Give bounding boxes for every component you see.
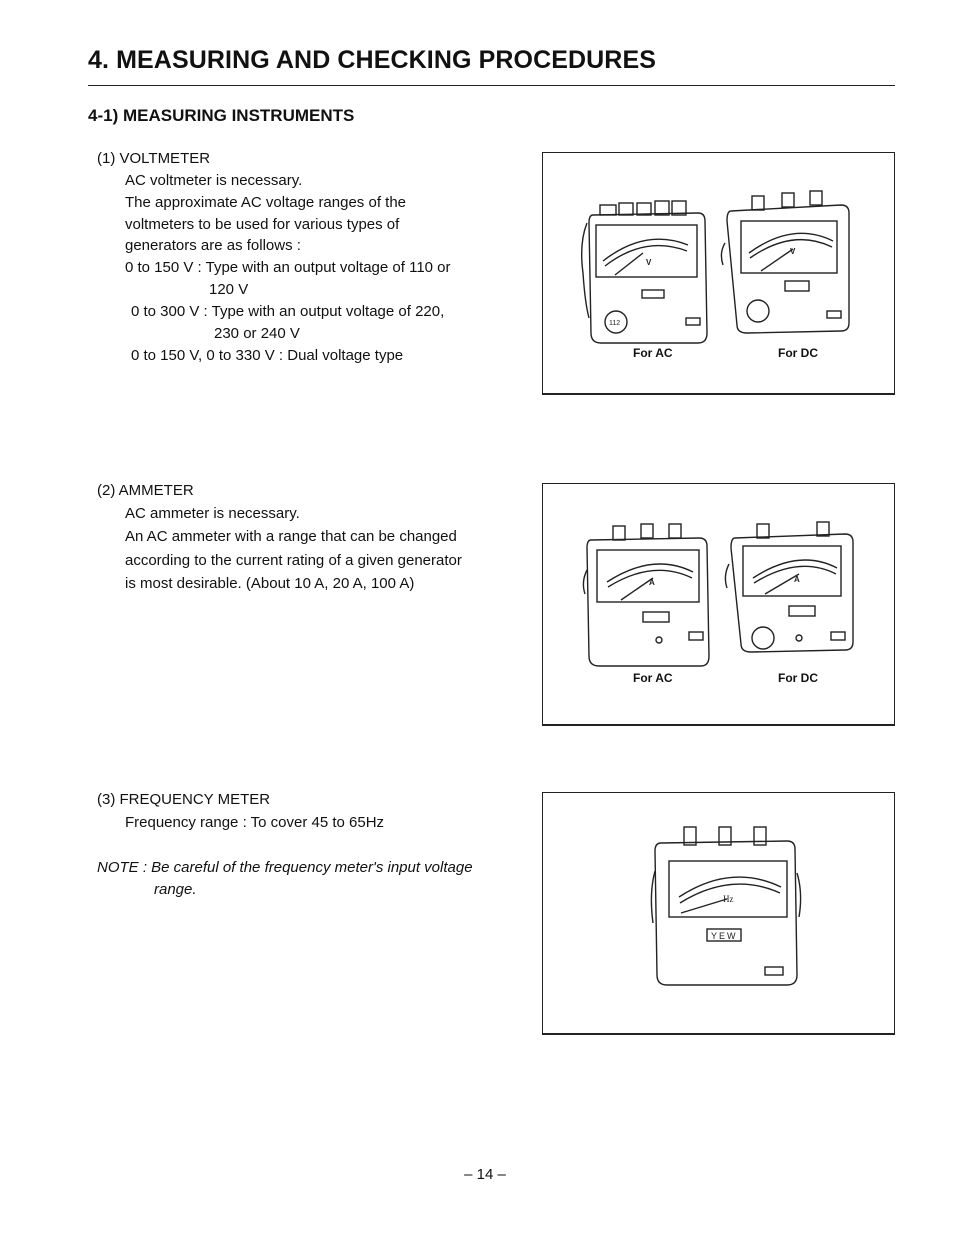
ac-ammeter-drawing <box>583 524 709 666</box>
caption-for-ac: For AC <box>633 346 673 360</box>
voltmeter-line: 0 to 150 V, 0 to 330 V : Dual voltage type <box>131 347 404 364</box>
voltmeter-line: 0 to 300 V : Type with an output voltage of 220, <box>131 303 445 320</box>
voltmeter-line: The approximate AC voltage ranges of the <box>125 194 407 211</box>
voltmeter-illustration <box>543 153 896 396</box>
ammeter-line: is most desirable. (About 10 A, 20 A, 100 A) <box>125 575 415 592</box>
caption-for-dc: For DC <box>778 346 818 360</box>
ac-voltmeter-drawing <box>582 201 707 343</box>
ammeter-line: according to the current rating of a given generator <box>125 552 462 569</box>
frequency-meter-brand: YEW <box>711 931 738 941</box>
ammeter-heading: (2) AMMETER <box>97 482 194 499</box>
frequency-meter-figure <box>542 792 895 1035</box>
ammeter-line: AC ammeter is necessary. <box>125 505 300 522</box>
voltmeter-heading: (1) VOLTMETER <box>97 150 211 167</box>
dc-voltmeter-drawing <box>721 191 849 333</box>
frequency-meter-heading: (3) FREQUENCY METER <box>97 791 271 808</box>
range-knob-label: 112 <box>609 320 621 327</box>
page-number: – 14 – <box>464 1166 506 1183</box>
voltmeter-line: voltmeters to be used for various types of <box>125 216 400 233</box>
voltmeter-line: AC voltmeter is necessary. <box>125 172 303 189</box>
frequency-meter-note-continued: range. <box>154 881 197 898</box>
caption-for-dc: For DC <box>778 671 818 685</box>
dc-ammeter-drawing <box>725 522 853 652</box>
title-rule <box>88 85 895 86</box>
dc-ammeter-dial-label: A <box>794 575 800 584</box>
voltmeter-line: 120 V <box>209 281 249 298</box>
frequency-meter-illustration <box>543 793 896 1036</box>
voltmeter-line: generators are as follows : <box>125 237 301 254</box>
ammeter-illustration <box>543 484 896 727</box>
ammeter-figure <box>542 483 895 726</box>
section-title: 4-1) MEASURING INSTRUMENTS <box>88 106 355 125</box>
dc-voltmeter-dial-label: V <box>790 247 796 256</box>
page-title: 4. MEASURING AND CHECKING PROCEDURES <box>88 46 657 74</box>
ac-voltmeter-dial-label: V <box>646 258 652 267</box>
ammeter-line: An AC ammeter with a range that can be changed <box>125 528 457 545</box>
frequency-meter-drawing <box>651 827 800 985</box>
voltmeter-line: 0 to 150 V : Type with an output voltage of 110 or <box>125 259 451 276</box>
voltmeter-line: 230 or 240 V <box>214 325 300 342</box>
frequency-meter-dial-label: Hz <box>723 894 734 904</box>
caption-for-ac: For AC <box>633 671 673 685</box>
frequency-meter-line: Frequency range : To cover 45 to 65Hz <box>125 814 385 831</box>
frequency-meter-note: NOTE : Be careful of the frequency meter's input voltage <box>97 859 473 876</box>
ac-ammeter-dial-label: A <box>649 578 655 587</box>
voltmeter-figure <box>542 152 895 395</box>
